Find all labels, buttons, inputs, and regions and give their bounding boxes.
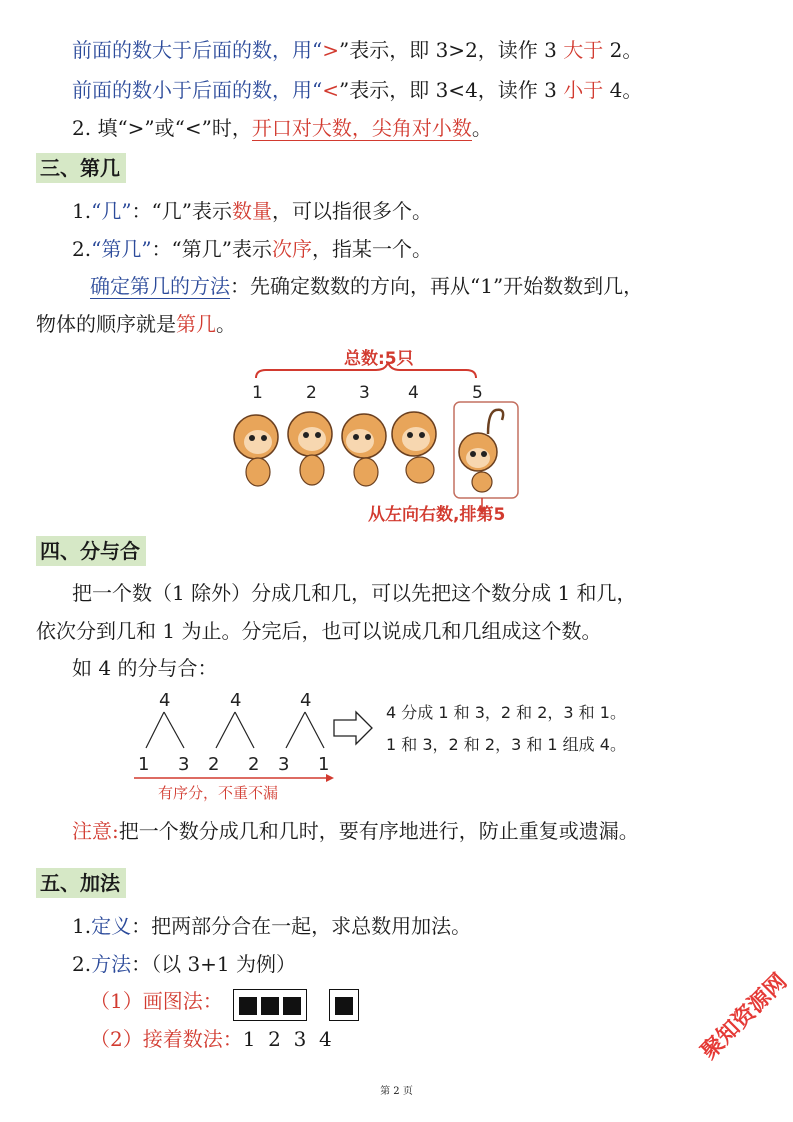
- rule-highlight: 开口对大数，尖角对小数: [251, 116, 472, 140]
- num: 2.: [72, 237, 92, 261]
- figure-number: 1: [252, 383, 263, 403]
- tree-right: 1: [318, 754, 330, 775]
- split-paragraph-1: 把一个数（1 除外）分成几和几，可以先把这个数分成 1 和几，: [72, 581, 637, 605]
- figure-total-label: 总数:5只: [344, 349, 414, 369]
- ordinal-method: [90, 273, 643, 299]
- block-icon: [335, 997, 353, 1015]
- less-keyword: 小于: [563, 78, 604, 102]
- num: 2.: [72, 952, 92, 976]
- text: 4。: [603, 78, 643, 102]
- figure-number: 3: [359, 383, 370, 403]
- page-number: 第 2 页: [380, 1086, 413, 1097]
- num: 1.: [72, 199, 92, 223]
- greater-keyword: 大于: [563, 38, 604, 62]
- ordinal-method-cont: [36, 311, 236, 337]
- hollow-arrow-icon: [334, 712, 372, 744]
- text: ：先确定数数的方向，再从“1”开始数数到几，: [230, 274, 644, 298]
- text: ：“第几”表示: [151, 237, 272, 261]
- compare-line-greater: [72, 37, 642, 63]
- section-heading-ordinal: 三、第几: [36, 153, 126, 183]
- draw-method: [90, 988, 359, 1021]
- tree-right: 2: [248, 754, 260, 775]
- text: ，可以指很多个。: [272, 199, 432, 223]
- text: 。: [471, 116, 492, 140]
- tree-top: 4: [159, 690, 171, 711]
- section-heading-addition: 五、加法: [36, 868, 126, 898]
- greater-symbol: >: [322, 38, 339, 62]
- note-line: [72, 818, 639, 844]
- term-diji: “第几”: [91, 237, 152, 261]
- keyword-quantity: 数量: [232, 199, 272, 223]
- text: ”表示，即 3<4，读作 3: [339, 78, 564, 102]
- keyword-ordinal: 第几: [176, 312, 216, 336]
- split-result-1: 4 分成 1 和 3，2 和 2，3 和 1。: [386, 703, 626, 722]
- order-caption: 有序分，不重不漏: [158, 784, 279, 802]
- addition-method: [72, 951, 296, 977]
- figure-caption: 从左向右数,排第5: [368, 505, 506, 525]
- monkey-figure: [226, 342, 566, 530]
- split-trees-figure: [130, 684, 690, 804]
- less-symbol: <: [322, 78, 339, 102]
- ordinal-line-2: [72, 236, 432, 262]
- text: 2。: [603, 38, 643, 62]
- monkey-icon: [392, 412, 436, 483]
- figure-number: 4: [408, 383, 419, 403]
- ordinal-line-1: [72, 198, 432, 224]
- block-icon: [283, 997, 301, 1015]
- figure-number: 2: [306, 383, 317, 403]
- text: ，指某一个。: [312, 237, 432, 261]
- count-sequence: 1 2 3 4: [242, 1027, 332, 1051]
- tree-top: 4: [230, 690, 242, 711]
- term-definition: 定义: [91, 914, 132, 938]
- compare-line-less: [72, 77, 642, 103]
- keyword-order: 次序: [272, 237, 312, 261]
- block-icon: [239, 997, 257, 1015]
- text: ：“几”表示: [131, 199, 232, 223]
- text: 前面的数小于后面的数，用“: [72, 78, 323, 102]
- text: ：（以 3+1 为例）: [131, 952, 297, 976]
- text: 2. 填“>”或“<”时，: [72, 116, 252, 140]
- split-example-label: 如 4 的分与合：: [72, 656, 218, 680]
- num: 1.: [72, 914, 92, 938]
- note-label: 注意:: [72, 819, 119, 843]
- count-on-method: [90, 1026, 332, 1052]
- watermark: 聚知资源网: [696, 969, 793, 1065]
- draw-method-label: （1）画图法：: [90, 989, 223, 1013]
- block-icon: [261, 997, 279, 1015]
- monkey-icon: [342, 414, 386, 486]
- term-method: 方法: [91, 952, 132, 976]
- count-on-label: （2）接着数法：: [90, 1027, 243, 1051]
- three-blocks-group: [233, 989, 307, 1021]
- tree-left: 1: [138, 754, 150, 775]
- one-block-group: [329, 989, 359, 1021]
- monkey-icon: [288, 412, 332, 485]
- compare-rule: [72, 115, 492, 141]
- tree-right: 3: [178, 754, 190, 775]
- tree-top: 4: [300, 690, 312, 711]
- tree-left: 3: [278, 754, 290, 775]
- tree-left: 2: [208, 754, 220, 775]
- term-ji: “几”: [91, 199, 132, 223]
- text: 。: [216, 312, 236, 336]
- figure-number: 5: [472, 383, 483, 403]
- text: 物体的顺序就是: [36, 312, 176, 336]
- note-text: 把一个数分成几和几时，要有序地进行，防止重复或遗漏。: [118, 819, 639, 843]
- text: ：把两部分合在一起，求总数用加法。: [131, 914, 472, 938]
- addition-definition: [72, 913, 471, 939]
- split-result-2: 1 和 3，2 和 2，3 和 1 组成 4。: [386, 735, 626, 754]
- method-label: 确定第几的方法: [90, 274, 230, 298]
- text: ”表示，即 3>2，读作 3: [339, 38, 564, 62]
- monkey-icon: [234, 415, 278, 486]
- section-heading-split-combine: 四、分与合: [36, 536, 146, 566]
- split-paragraph-2: 依次分到几和 1 为止。分完后，也可以说成几和几组成这个数。: [36, 619, 602, 643]
- monkey-icon: [459, 410, 503, 492]
- text: 前面的数大于后面的数，用“: [72, 38, 323, 62]
